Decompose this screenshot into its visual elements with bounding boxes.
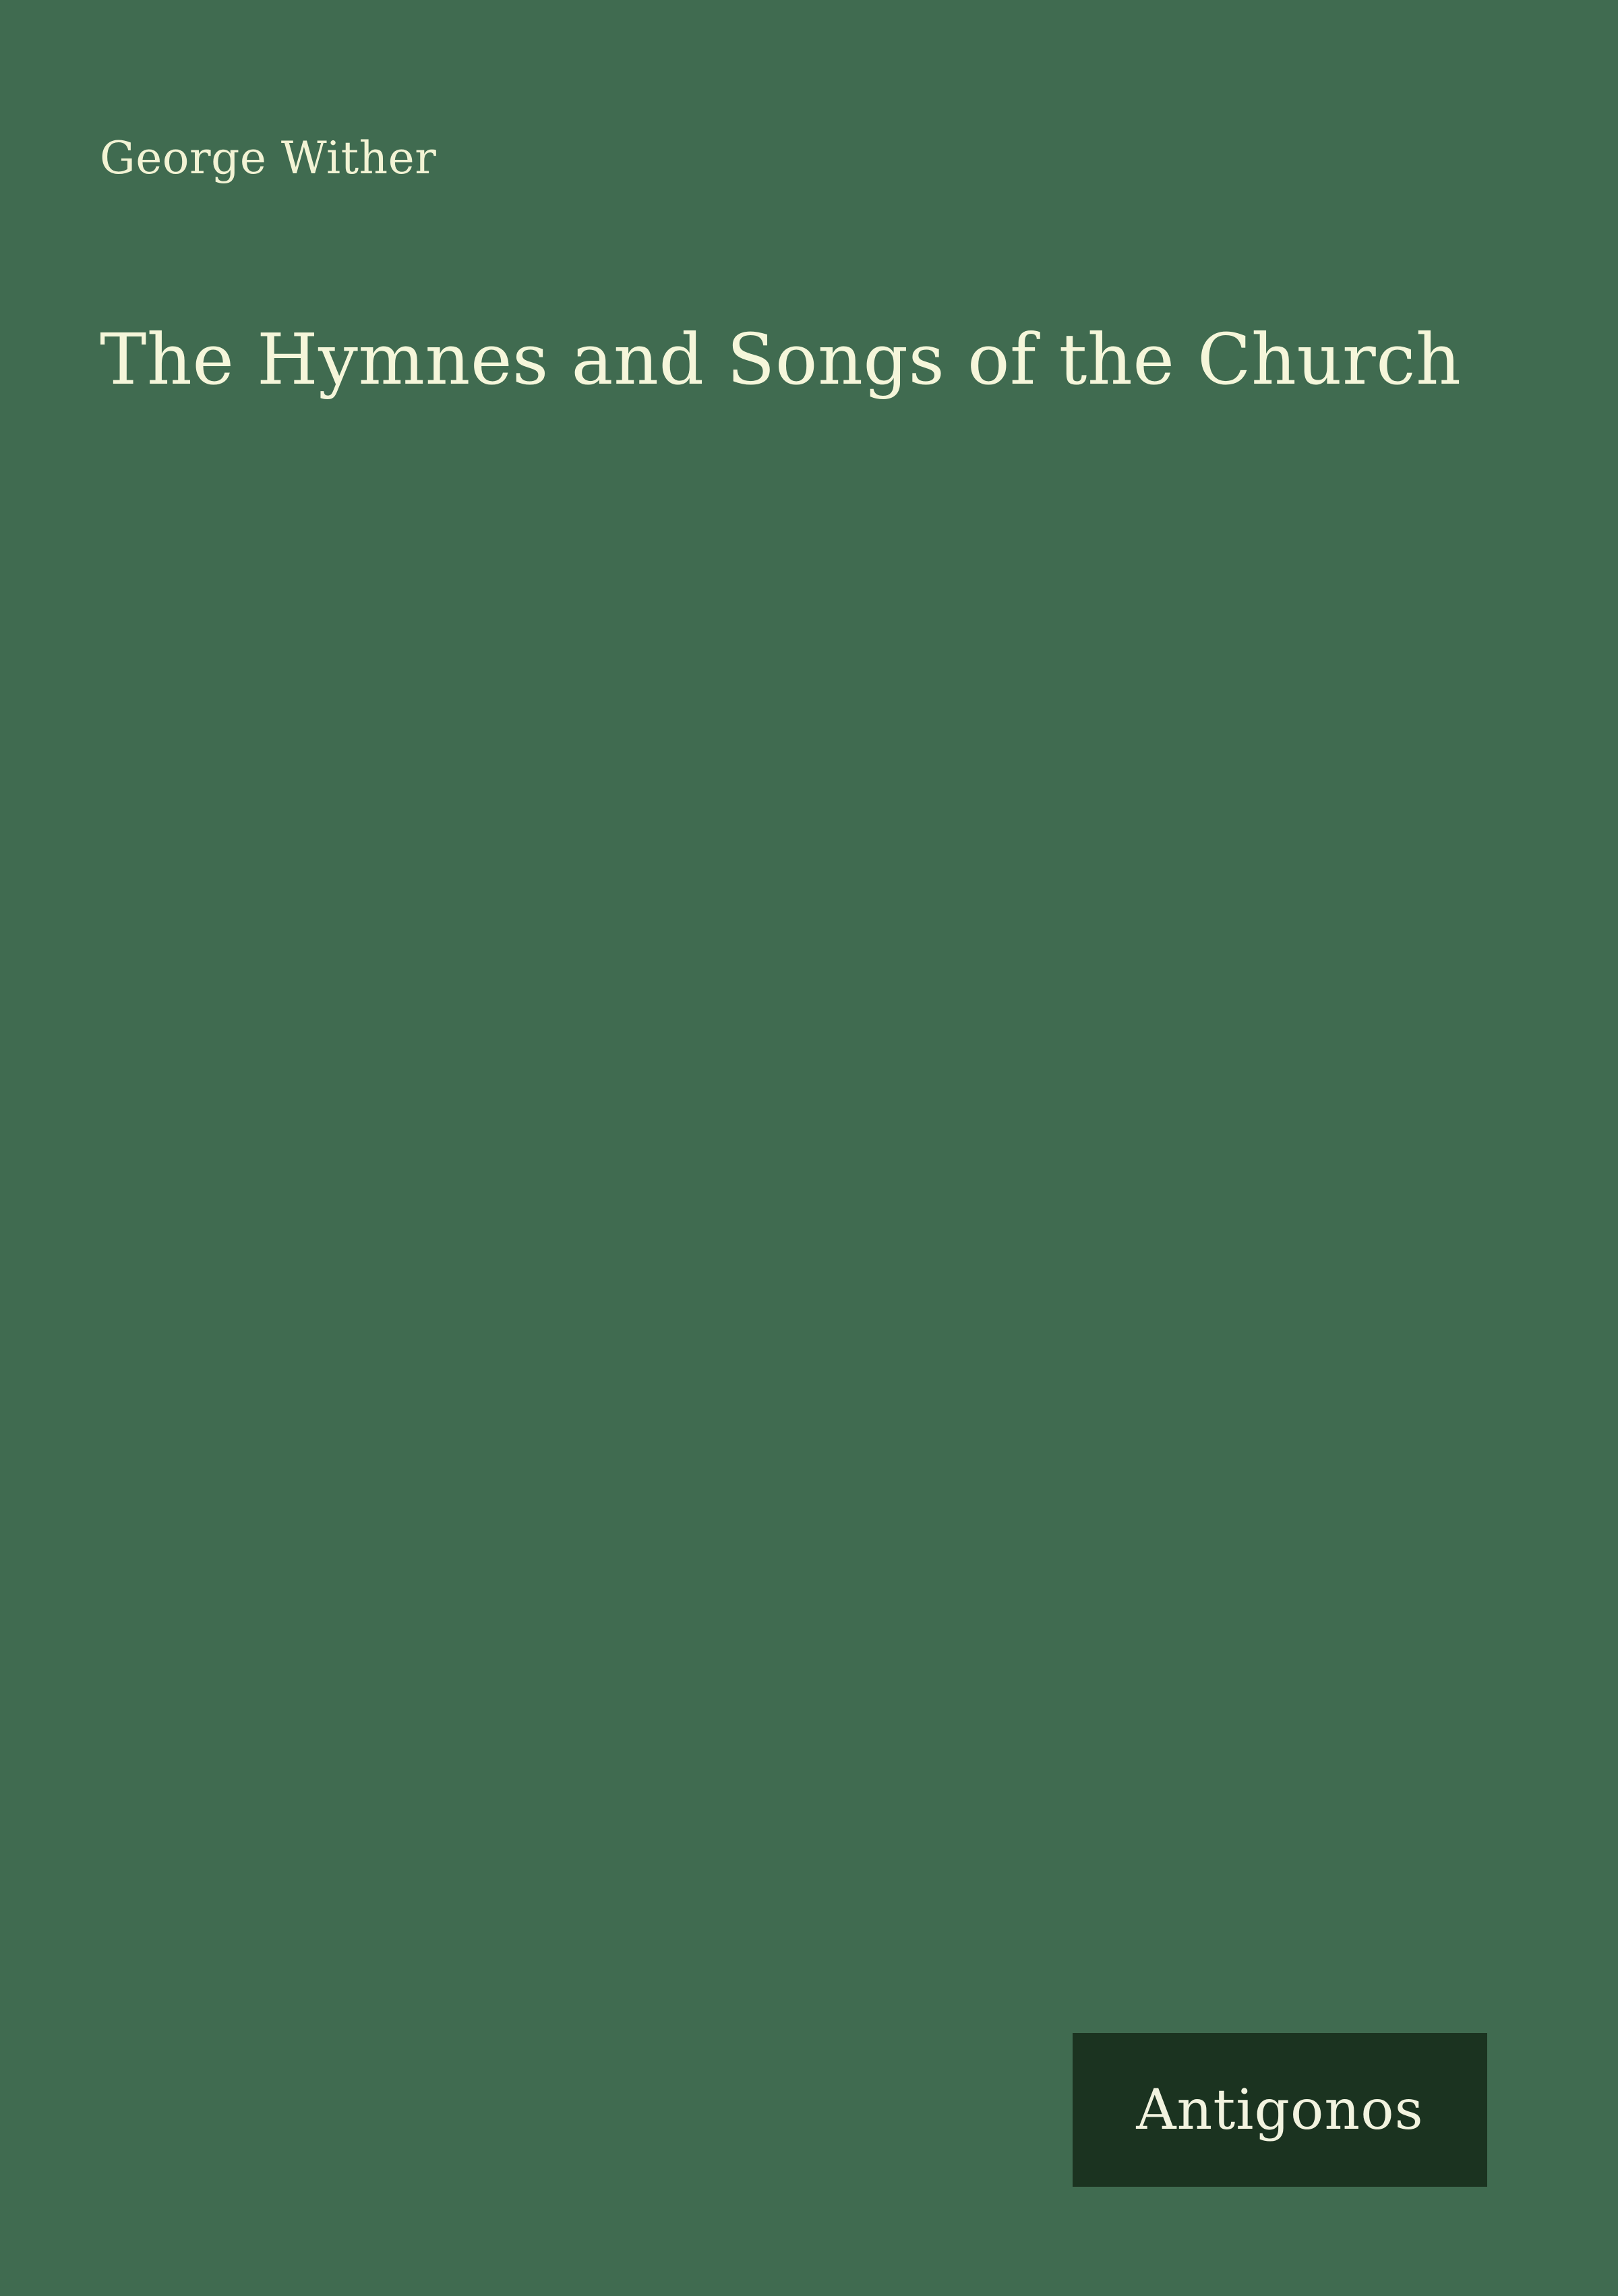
publisher-badge [1073, 2033, 1487, 2187]
author-name: George Wither [100, 132, 437, 184]
publisher-name: Antigonos [1136, 2078, 1424, 2142]
book-title: The Hymnes and Songs of the Church [100, 318, 1462, 401]
